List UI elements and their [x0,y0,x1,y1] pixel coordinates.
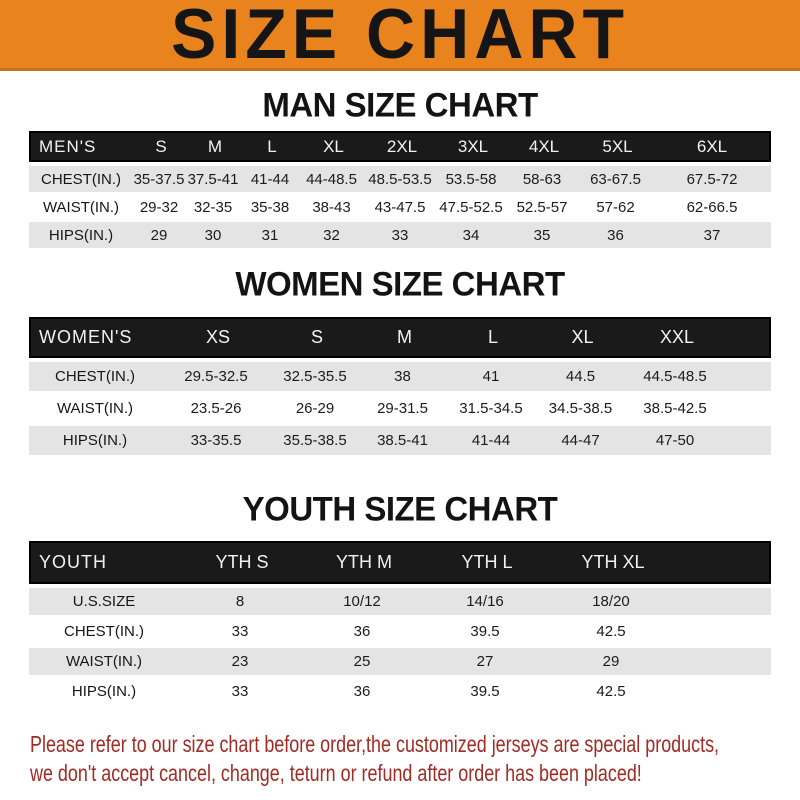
women-value-cell: 41-44 [471,432,511,449]
size-chart-banner [0,0,800,74]
women-value-cell: 44.5 [565,368,596,385]
women-value-cell: 26-29 [295,400,335,417]
men-value-cell: 41-44 [250,170,290,188]
women-value-cell: 34.5-38.5 [548,400,613,417]
women-row-label: HIPS(IN.) [62,432,128,449]
women-column-header: L [487,327,498,347]
women-column-header: M [397,327,412,347]
women-size-table [29,317,771,455]
youth-value-cell: 23 [231,653,249,670]
women-row-label: CHEST(IN.) [55,368,135,385]
men-size-chart-section [0,87,800,248]
men-value-cell: 34 [462,226,480,244]
men-column-header: 2XL [386,136,418,156]
youth-value-cell: 10/12 [343,593,381,610]
women-value-cell: 44.5-48.5 [643,368,707,385]
men-value-cell: 33 [391,226,409,244]
men-column-header: 5XL [602,136,633,156]
men-value-cell: 32-35 [193,198,233,216]
men-value-cell: 48.5-53.5 [368,170,432,188]
men-column-header: S [155,136,167,156]
men-value-cell: 32 [323,226,340,244]
youth-value-cell: 29 [602,653,620,670]
women-column-header: S [310,327,323,347]
men-table-header-bar [29,131,771,162]
men-value-cell: 67.5-72 [686,170,738,188]
men-row-label: CHEST(IN.) [41,170,121,188]
women-table-row [29,394,771,423]
men-value-cell: 37.5-41 [187,170,239,188]
men-value-cell: 36 [607,226,624,244]
youth-size-chart-section [0,491,800,705]
youth-value-cell: 36 [353,683,371,700]
women-value-cell: 33-35.5 [190,432,242,449]
youth-table-row [29,618,771,645]
youth-column-header: YTH S [215,552,269,572]
youth-value-cell: 8 [235,593,245,610]
men-table-row [29,222,771,248]
women-value-cell: 32.5-35.5 [283,368,347,385]
men-value-cell: 37 [703,226,721,244]
men-row-label: WAIST(IN.) [42,198,120,216]
women-value-cell: 29-31.5 [377,400,428,417]
youth-column-header: YTH L [461,552,513,572]
youth-value-cell: 25 [353,653,371,670]
women-value-cell: 29.5-32.5 [184,368,248,385]
men-value-cell: 35-38 [250,198,290,216]
men-row-label: HIPS(IN.) [48,226,114,244]
youth-value-cell: 42.5 [596,623,626,640]
women-column-header: XS [205,327,230,347]
women-chart-heading: WOMEN SIZE CHART [235,264,565,303]
men-table-row [29,194,771,220]
youth-value-cell: 27 [476,653,494,670]
youth-table-header-bar [29,541,771,584]
men-value-cell: 58-63 [522,170,562,188]
women-table-row [29,362,771,391]
men-column-header: 6XL [696,136,728,156]
women-value-cell: 23.5-26 [190,400,242,417]
men-column-header: M [207,136,223,156]
men-value-cell: 29 [150,226,168,244]
women-value-cell: 38.5-42.5 [643,400,707,417]
men-header-label: MEN'S [39,136,97,156]
footer-note [0,730,800,788]
men-value-cell: 30 [204,226,222,244]
women-table-rows [29,362,771,455]
youth-table-row [29,678,771,705]
women-table-row [29,426,771,455]
men-value-cell: 35-37.5 [133,170,185,188]
men-value-cell: 31 [261,226,279,244]
men-value-cell: 29-32 [139,198,179,216]
men-value-cell: 62-66.5 [686,198,738,216]
men-table-row [29,166,771,192]
youth-row-label: HIPS(IN.) [71,683,137,700]
youth-value-cell: 39.5 [470,683,500,700]
men-table-rows [29,166,771,248]
women-value-cell: 38 [394,368,411,385]
men-column-header: 4XL [528,136,560,156]
women-size-chart-section [0,266,800,455]
women-value-cell: 35.5-38.5 [283,432,347,449]
men-value-cell: 53.5-58 [445,170,497,188]
women-row-label: WAIST(IN.) [56,400,134,417]
footer-line-1: Please refer to our size chart before order,the customized jerseys are special products, [30,731,720,757]
men-value-cell: 43-47.5 [374,198,426,216]
youth-header-label: YOUTH [39,552,107,572]
women-value-cell: 47-50 [655,432,695,449]
men-chart-heading: MAN SIZE CHART [262,85,538,124]
men-value-cell: 44-48.5 [306,170,357,188]
men-value-cell: 52.5-57 [516,198,568,216]
women-column-header: XXL [659,327,695,347]
women-value-cell: 31.5-34.5 [459,400,523,417]
youth-size-table [29,541,771,705]
youth-column-header: YTH M [336,552,392,572]
men-value-cell: 47.5-52.5 [439,198,503,216]
women-table-header-bar [29,317,771,358]
youth-table-rows [29,588,771,705]
men-value-cell: 57-62 [596,198,635,216]
men-column-header: XL [323,136,344,156]
page-title: SIZE CHART [171,0,629,74]
youth-value-cell: 42.5 [596,683,626,700]
men-column-header: 3XL [457,136,489,156]
youth-value-cell: 14/16 [466,593,504,610]
women-value-cell: 44-47 [561,432,600,449]
men-size-table [29,131,771,248]
youth-row-label: U.S.SIZE [72,593,136,610]
women-header-label: WOMEN'S [39,327,133,347]
youth-column-header: YTH XL [581,552,645,572]
men-value-cell: 38-43 [312,198,351,216]
youth-table-row [29,648,771,675]
youth-row-label: CHEST(IN.) [64,623,144,640]
women-value-cell: 41 [482,368,500,385]
men-value-cell: 35 [533,226,551,244]
youth-table-row [29,588,771,615]
men-value-cell: 63-67.5 [590,170,641,188]
youth-value-cell: 18/20 [592,593,630,610]
women-value-cell: 38.5-41 [377,432,428,449]
youth-row-label: WAIST(IN.) [65,653,143,670]
men-column-header: L [267,136,277,156]
youth-value-cell: 39.5 [470,623,500,640]
footer-line-2: we don't accept cancel, change, teturn or refund after order has been placed! [30,760,642,786]
youth-value-cell: 33 [231,683,249,700]
youth-chart-heading: YOUTH SIZE CHART [242,489,558,528]
youth-value-cell: 36 [353,623,371,640]
women-column-header: XL [571,327,594,347]
youth-value-cell: 33 [231,623,249,640]
